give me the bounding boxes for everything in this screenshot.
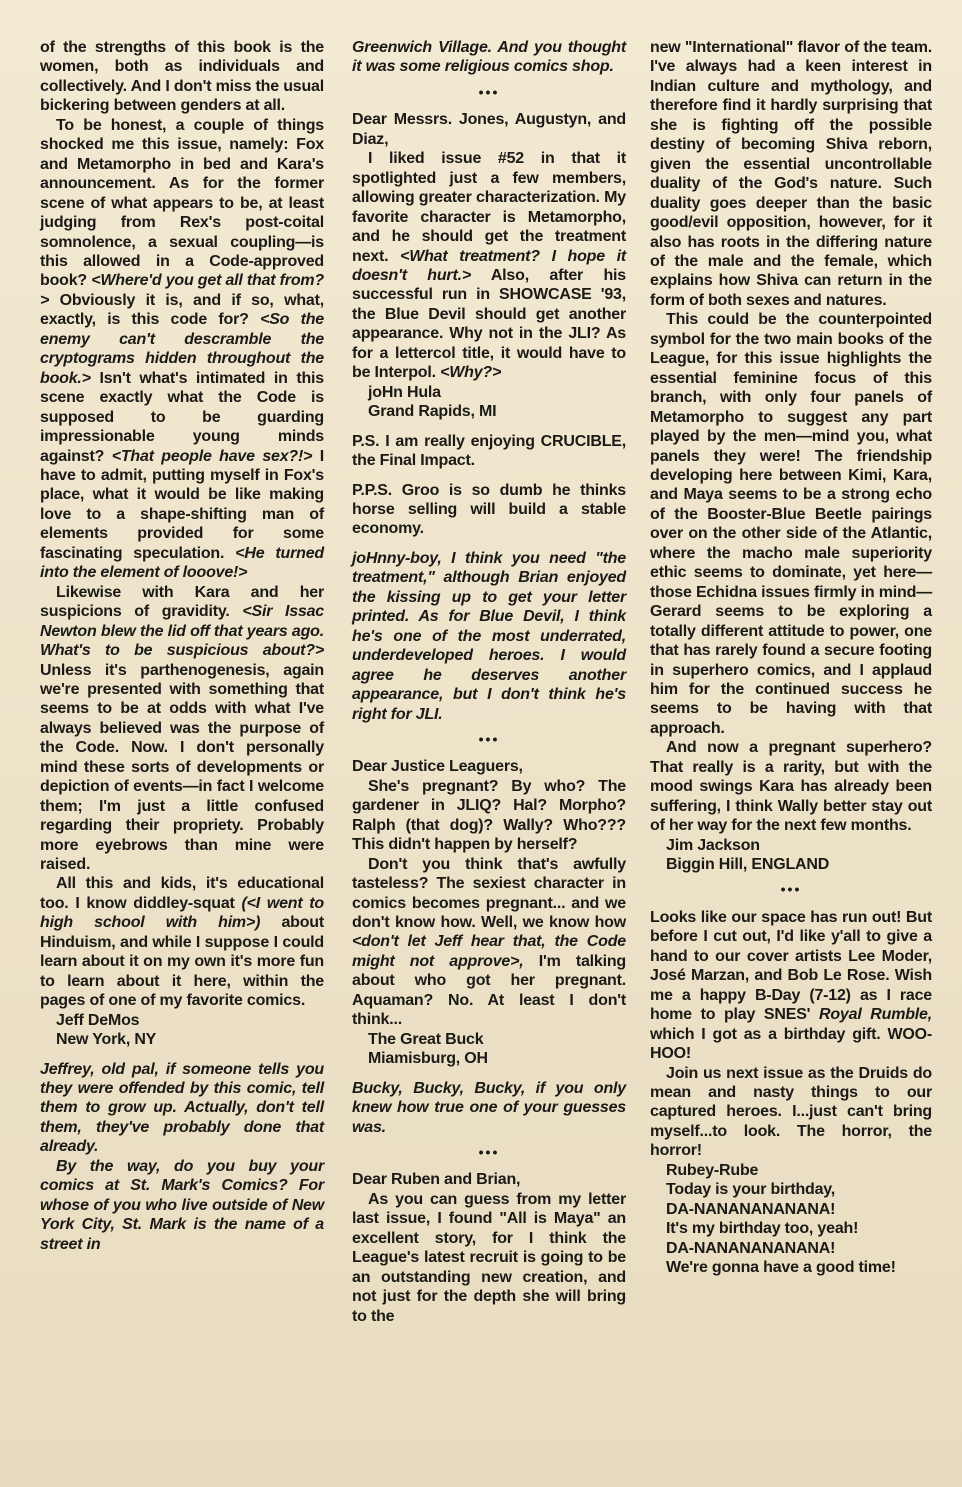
letter-text: Likewise with Kara and her suspicions of gravidity. — [40, 583, 324, 621]
letter-paragraph — [352, 855, 626, 1030]
column-2 — [352, 38, 626, 1326]
signature-place: Grand Rapids, MI — [368, 403, 497, 421]
postscript: P.S. I am really enjoying CRUCIBLE, the Final Impact. — [352, 432, 626, 470]
editor-reply: Greenwich Village. And you thought it was some religious comics shop. — [352, 39, 626, 76]
editor-aside: <Why?> — [440, 364, 502, 382]
poem-line: We're gonna have a good time! — [666, 1259, 896, 1277]
editor-aside: <So the enemy can't descramble the cryptograms hidden throughout the book.> — [40, 311, 324, 387]
signature-name: Jeff DeMos — [56, 1011, 140, 1029]
section-separator: ••• — [478, 1144, 500, 1161]
section-separator: ••• — [478, 730, 500, 747]
closing-paragraph — [650, 908, 932, 1064]
letter-text: Isn't what's intimated in this scene exactly what the Code is supposed to be guarding impressionable young minds against? — [40, 369, 324, 465]
letter-text: To be honest, a couple of things shocked me this issue, namely: Fox and Metamorpho in bed and Kara's announcement. As for the former scene of what appears to be, at least judging from Rex's post-coital somnolence, a sexual coupling—is this allowed in a Code-approved book? — [40, 116, 324, 290]
letter-paragraph — [40, 38, 324, 116]
editor-reply: By the way, do you buy your comics at St. Mark's Comics? For whose of you who live outside of New York City, St. Mark is the name of a street in — [40, 1157, 324, 1253]
letter-text: Unless it's parthenogenesis, again we're presented with something that seems to be at odds with what I've always believed was the purpose of the Code. Now. I don't personally mind these sorts of developments or depiction of events—in fact I welcome them; I'm just a little confused regarding their propriety. Probably more eyebrows than mine were raised. — [40, 661, 324, 874]
letter-paragraph: She's pregnant? By who? The gardener in JLIQ? Hal? Morpho? Ralph (that dog)? Wally? Who??? This didn't happen by herself? — [352, 777, 626, 854]
editor-aside: <He turned into the element of looove!> — [40, 544, 324, 582]
closing-paragraph: Join us next issue as the Druids do mean and nasty things to our captured heroes. I...just can't bring myself...to look. The horror, the horror! — [650, 1064, 932, 1160]
letter-paragraph — [40, 116, 324, 583]
editor-signature: Rubey-Rube — [666, 1161, 759, 1179]
game-title: Royal Rumble, — [819, 1006, 932, 1024]
letter-text: I liked issue #52 in that it spotlighted just a few members, allowing greater characterization. My favorite character is Metamorpho, and he should get the treatment next. — [352, 150, 626, 265]
signature-name: The Great Buck — [368, 1030, 484, 1048]
letter-text: Don't you think that's awfully tasteless? The sexiest character in comics becomes pregnant... and we don't know how. Well, we know how — [352, 855, 626, 932]
letter-paragraph: new "International" flavor of the team. I've always had a keen interest in Indian culture and mythology, and therefore find it hardly surprising that she is fighting off the possible destiny of becoming Shiva reborn, given the essential uncontrollable duality of the God's nature. Such duality goes deeper than the basic good/evil opposition, however, for it also has roots in the differing nature of the male and the female, which explains how Shiva can return in the form of both sexes and natures. — [650, 39, 932, 309]
editor-aside: <That people have sex?!> — [111, 447, 313, 465]
letter-text: of the strengths of this book is the women, both as individuals and collectively. And I don't miss the usual bickering between genders at all. — [40, 39, 324, 115]
column-3 — [650, 38, 932, 1278]
poem-line: Today is your birthday, — [666, 1181, 836, 1199]
letter-text: about Hinduism, and while I suppose I could learn about it on my own it's more fun to learn about it here, within the pages of one of my favorite comics. — [40, 914, 324, 1010]
editor-reply: Jeffrey, old pal, if someone tells you they were offended by this comic, tell them to grow up. Actually, don't tell them, they've probably done that already. — [40, 1060, 324, 1156]
closing-text: which I got as a birthday gift. WOO-HOO! — [650, 1025, 932, 1063]
editor-reply: joHnny-boy, I think you need "the treatment," although Brian enjoyed the kissing up to get your letter printed. As for Blue Devil, I think he's one of the most underrated, underdeveloped heroes. I would agree he deserves another appearance, but I don't think he's right for JLI. — [352, 549, 626, 723]
editor-aside: (<I went to high school with him>) — [40, 894, 324, 932]
signature-name: Jim Jackson — [666, 836, 760, 854]
letter-text: Also, after his successful run in SHOWCASE '93, the Blue Devil should get another appearance. Why not in the JLI? As for a lettercol title, it would have to be Interpol. — [352, 266, 627, 382]
salutation: Dear Ruben and Brian, — [352, 1171, 521, 1189]
section-separator: ••• — [780, 881, 802, 898]
signature-place: New York, NY — [56, 1031, 157, 1049]
letter-paragraph: As you can guess from my letter last issue, I found "All is Maya" an excellent story, for I think the League's latest recruit is going to be an outstanding new creation, and not just for the depth she will bring to the — [352, 1190, 626, 1325]
editor-aside: <don't let Jeff hear that, the Code might not approve>, — [352, 933, 626, 970]
editor-aside: <What treatment? I hope it doesn't hurt.> — [352, 247, 626, 284]
signature-place: Biggin Hill, ENGLAND — [666, 856, 830, 874]
letter-paragraph: This could be the counterpointed symbol for the two main books of the League, for this issue highlights the essential feminine focus of this branch, with only four panels of Metamorpho to suggest any part played by the men—mind you, what panels they were! The friendship developing here between Kimi, Kara, and Maya seems to be a strong echo of the Booster-Blue Beetle pairings over on the other side of the Atlantic, where the macho male superiority ethic seems to dominate, yet here—those Echidna issues firmly in mind—Gerard seems to be exploring a totally different attitude to power, one that has rarely found a secure footing in superhero comics, and I applaud him for the continued success he seems to be having with that approach. — [650, 311, 932, 737]
section-separator: ••• — [478, 83, 500, 100]
signature-name: joHn Hula — [368, 383, 441, 401]
editor-aside: <Where'd you get all that from?> — [40, 272, 324, 309]
editor-aside: <Sir Issac Newton blew the lid off that years ago. What's to be suspicious about?> — [40, 603, 324, 660]
column-1 — [40, 38, 324, 1254]
postscript: P.P.S. Groo is so dumb he thinks horse selling will build a stable economy. — [352, 481, 626, 538]
letter-text: Obviously it is, and if so, what, exactly, is this code for? — [40, 291, 325, 329]
salutation: Dear Messrs. Jones, Augustyn, and Diaz, — [352, 111, 626, 148]
letter-text: I have to admit, putting myself in Fox's place, what it would be like making love to a shape-shifting man of elements provided for some fascinating speculation. — [40, 447, 325, 562]
letter-text: All this and kids, it's educational too. I know diddley-squat — [40, 875, 324, 912]
poem-line: DA-NANANANANANA! — [666, 1239, 836, 1257]
letter-paragraph — [352, 149, 626, 382]
letter-paragraph — [40, 583, 324, 875]
letter-text: I'm talking about who got her pregnant. Aquaman? No. At least I don't think... — [352, 952, 626, 1029]
letter-paragraph: And now a pregnant superhero? That really is a rarity, but with the mood swings Kara has already been suffering, I think Wally better stay out of her way for the next few months. — [650, 739, 932, 835]
salutation: Dear Justice Leaguers, — [352, 758, 523, 776]
poem-line: It's my birthday too, yeah! — [666, 1220, 859, 1238]
closing-text: Looks like our space has run out! But before I cut out, I'd like y'all to give a hand to our cover artists Lee Moder, José Marzan, and Bob Le Rose. Wish me a happy B-Day (7-12) as I race home to play SNES' — [650, 908, 932, 1024]
poem-line: DA-NANANANANANA! — [666, 1200, 836, 1218]
signature-place: Miamisburg, OH — [368, 1050, 488, 1068]
editor-reply: Bucky, Bucky, Bucky, if you only knew how true one of your guesses was. — [352, 1079, 626, 1136]
letter-paragraph — [40, 874, 324, 1010]
